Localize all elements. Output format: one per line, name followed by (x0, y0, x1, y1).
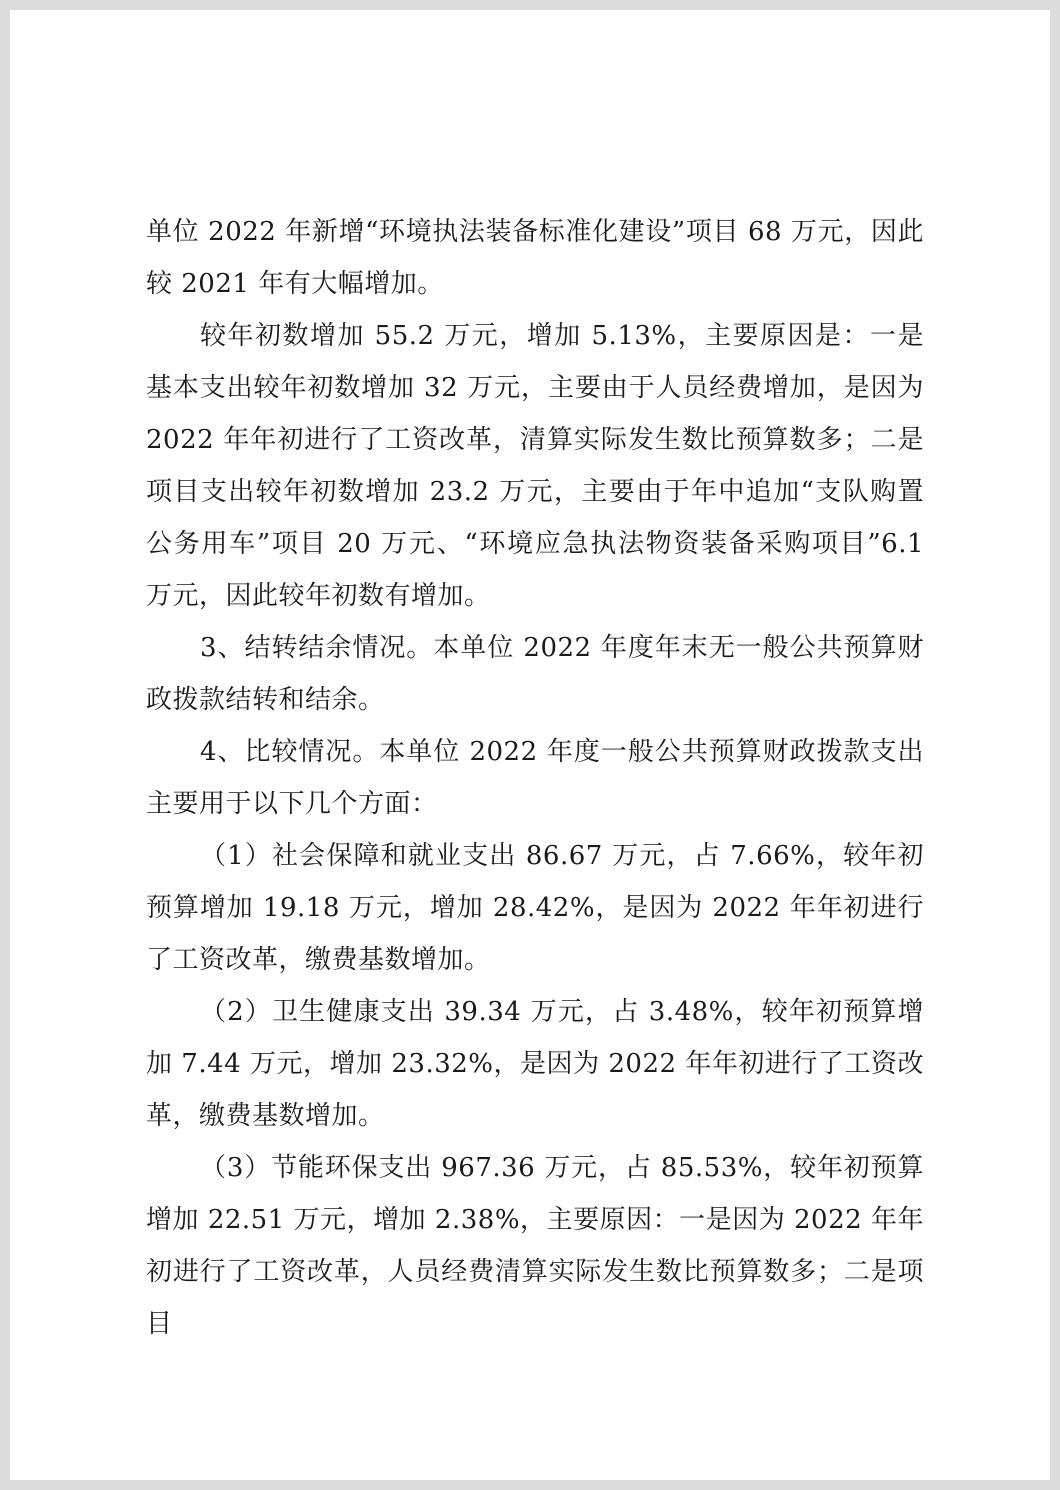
paragraph-increase-reasons: 较年初数增加 55.2 万元，增加 5.13%，主要原因是：一是基本支出较年初数增加 32 万元，主要由于人员经费增加，是因为 2022 年年初进行了工资改革，清算实际发生数比预算数多；二是项目支出较年初数增加 23.2 万元，主要由于年中追加“支队购置公务用车”项目 20 万元、“环境应急执法物资装备采购项目”6.1 万元，因此较年初数有增加。 (146, 321, 924, 611)
paragraph-continuation: 单位 2022 年新增“环境执法装备标准化建设”项目 68 万元，因此较 2021 年有大幅增加。 (146, 217, 924, 299)
document-body (146, 206, 924, 1350)
paragraph-comparison: 4、比较情况。本单位 2022 年度一般公共预算财政拨款支出主要用于以下几个方面： (146, 737, 924, 819)
document-page (10, 10, 1050, 1480)
paragraph-carryover: 3、结转结余情况。本单位 2022 年度年末无一般公共预算财政拨款结转和结余。 (146, 633, 924, 715)
paragraph-health: （2）卫生健康支出 39.34 万元，占 3.48%，较年初预算增加 7.44 万元，增加 23.32%，是因为 2022 年年初进行了工资改革，缴费基数增加。 (146, 997, 924, 1131)
paragraph-environment: （3）节能环保支出 967.36 万元，占 85.53%，较年初预算增加 22.51 万元，增加 2.38%，主要原因：一是因为 2022 年年初进行了工资改革，人员经费清算实际发生数比预算数多；二是项目 (146, 1153, 924, 1339)
paragraph-social-security: （1）社会保障和就业支出 86.67 万元，占 7.66%，较年初预算增加 19.18 万元，增加 28.42%，是因为 2022 年年初进行了工资改革，缴费基数增加。 (146, 841, 924, 975)
